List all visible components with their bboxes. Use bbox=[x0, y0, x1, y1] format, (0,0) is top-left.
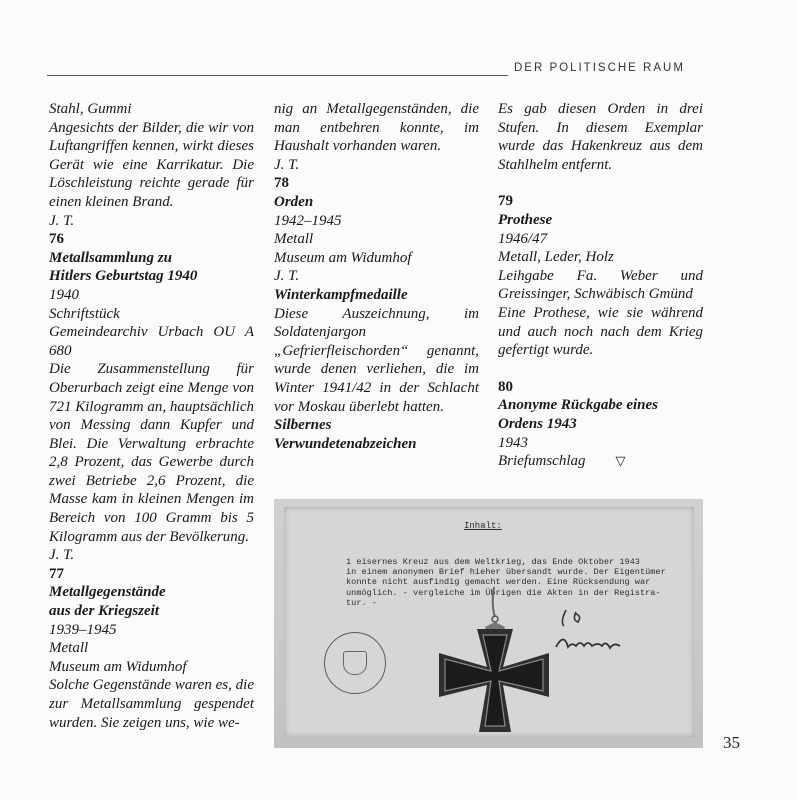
entry-source: Museum am Widumhof bbox=[274, 249, 412, 266]
page-number: 35 bbox=[723, 733, 740, 752]
entry-material: Metall, Leder, Holz bbox=[498, 249, 614, 266]
entry-date: 1943 bbox=[498, 434, 528, 451]
author-initials: J. T. bbox=[49, 212, 75, 229]
paragraph: Diese Auszeichnung, im Soldatenjargon „Gefrierfleischorden“ genannt, wurde denen verliehen, die im Winter 1941/42 in der Schlacht vor Moskau überlebt hatten. bbox=[274, 305, 479, 415]
header-rule bbox=[47, 75, 508, 76]
entry-date: 1939–1945 bbox=[49, 621, 117, 638]
subentry-title: Silbernes bbox=[274, 417, 332, 434]
author-initials: J. T. bbox=[49, 547, 75, 564]
author-initials: J. T. bbox=[274, 156, 300, 173]
subentry-title: Verwundetenabzeichen bbox=[274, 435, 417, 452]
entry-material: Metall bbox=[49, 640, 89, 657]
triangle-down-icon: ▽ bbox=[615, 453, 626, 469]
handwritten-signature-icon bbox=[546, 602, 666, 662]
entry-source: Gemeindearchiv Urbach OU A 680 bbox=[49, 324, 254, 359]
entry-title: Orden bbox=[274, 193, 314, 210]
catalog-number: 79 bbox=[498, 193, 513, 210]
author-initials: J. T. bbox=[274, 268, 300, 285]
iron-cross-icon bbox=[399, 587, 569, 737]
catalog-number: 76 bbox=[49, 231, 64, 248]
column-2 bbox=[274, 100, 479, 453]
entry-title: Metallgegenstände bbox=[49, 584, 166, 601]
entry-date: 1946/47 bbox=[498, 230, 548, 247]
material-line: Stahl, Gummi bbox=[49, 101, 132, 117]
catalog-number: 80 bbox=[498, 378, 513, 395]
entry-title: Anonyme Rückgabe eines bbox=[498, 397, 658, 414]
entry-title: aus der Kriegszeit bbox=[49, 603, 160, 620]
entry-title: Ordens 1943 bbox=[498, 415, 577, 432]
column-1 bbox=[49, 100, 254, 732]
running-head: DER POLITISCHE RAUM bbox=[514, 62, 685, 74]
paragraph: Eine Prothese, wie sie während und auch noch nach dem Krieg gefertigt wurde. bbox=[498, 304, 703, 359]
entry-material-text: Briefumschlag bbox=[498, 453, 586, 470]
paragraph: Solche Gegenstände waren es, die zur Metallsammlung gespendet wurden. Sie zeigen uns, wie we- bbox=[49, 677, 254, 731]
document-header: Inhalt: bbox=[464, 521, 502, 531]
entry-title: Hitlers Geburtstag 1940 bbox=[49, 268, 198, 285]
document-typed-text: 1 eisernes Kreuz aus dem Weltkrieg, das Ende Oktober 1943 in einem anonymen Brief hieher übersandt wurde. Der Eigentümer konnte nicht ausfindig gemacht werden. Eine Rücksendung war unmöglich. - vergleiche im Übrigen die Akten in der Registra- tur. - bbox=[346, 557, 666, 608]
paragraph: Die Zusammenstellung für Oberurbach zeigt eine Menge von 721 Kilogramm an, hauptsächlich von Messing dann Kupfer und Blei. Die Verwaltung erbrachte 2,8 Prozent, das Gewerbe durch zwei Betriebe 2,6 Prozent, die Masse kam in kleinen Mengen im Bereich von 100 Gramm bis 5 Kilogramm aus der Bevölkerung. bbox=[49, 361, 254, 545]
subentry-title: Winterkampfmedaille bbox=[274, 286, 408, 303]
document-paper bbox=[284, 507, 694, 737]
entry-title: Prothese bbox=[498, 211, 553, 228]
entry-title: Metallsammlung zu bbox=[49, 249, 172, 266]
entry-material bbox=[498, 452, 703, 471]
entry-source: Museum am Widumhof bbox=[49, 658, 187, 675]
catalog-number: 78 bbox=[274, 175, 289, 192]
paragraph: nig an Metallgegenständen, die man entbehren konnte, im Haushalt vorhanden waren. bbox=[274, 101, 479, 155]
entry-date: 1940 bbox=[49, 286, 79, 303]
envelope-photo bbox=[274, 499, 703, 748]
entry-material: Schriftstück bbox=[49, 305, 120, 322]
catalog-number: 77 bbox=[49, 565, 64, 582]
paragraph: Angesichts der Bilder, die wir von Luftangriffen kennen, wirkt dieses Gerät wie eine Karrikatur. Die Löschleistung reichte gerade für einen kleinen Brand. bbox=[49, 119, 254, 210]
paragraph: Es gab diesen Orden in drei Stufen. In diesem Exemplar wurde das Hakenkreuz aus dem Stahlhelm entfernt. bbox=[498, 101, 703, 173]
entry-material: Metall bbox=[274, 231, 314, 248]
entry-source: Leihgabe Fa. Weber und Greissinger, Schwäbisch Gmünd bbox=[498, 267, 703, 303]
seal-stamp-icon bbox=[324, 632, 386, 694]
entry-date: 1942–1945 bbox=[274, 212, 342, 229]
column-3 bbox=[498, 100, 703, 471]
